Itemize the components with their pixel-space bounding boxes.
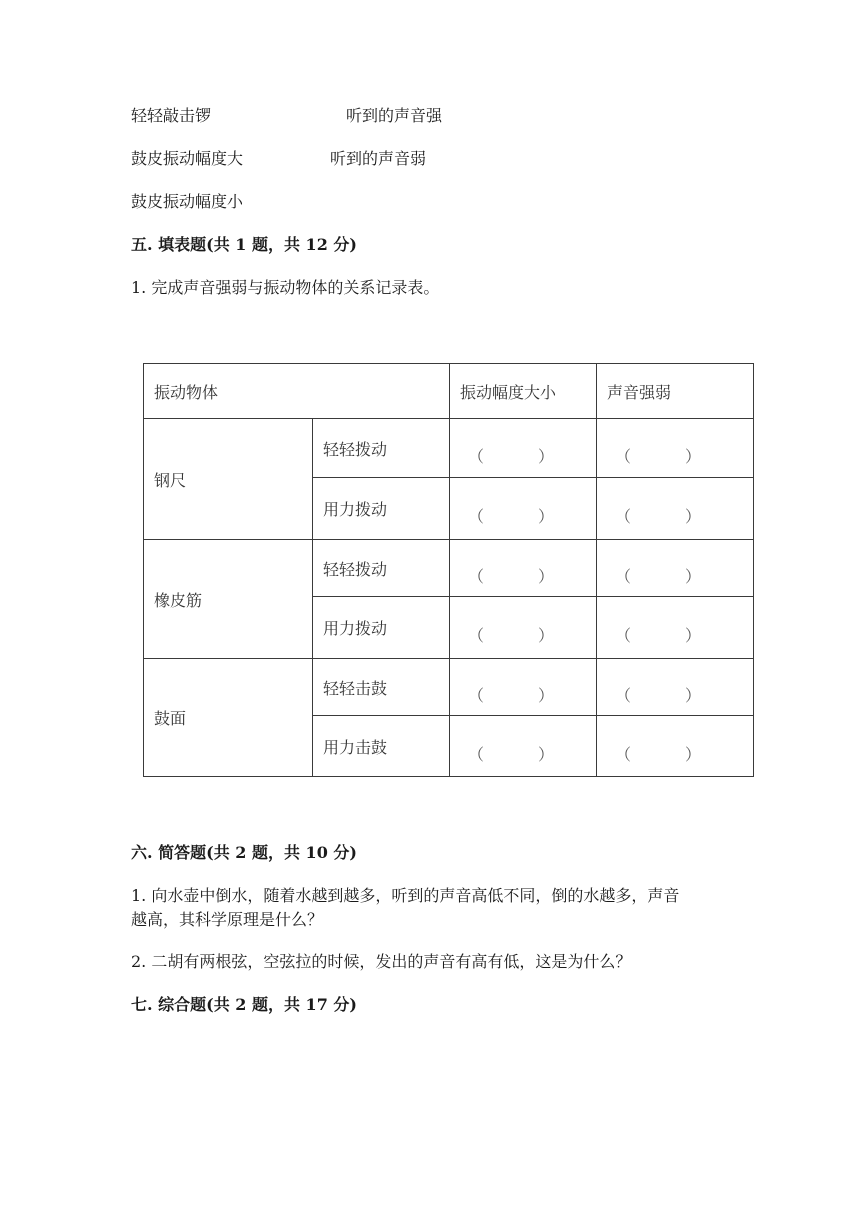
match-right-2: 听到的声音弱 [330, 149, 427, 168]
object-name: 钢尺 [144, 419, 313, 540]
match-left-3: 鼓皮振动幅度小 [131, 192, 244, 211]
paren-open: （ [615, 626, 632, 645]
action-label: 轻轻击鼓 [313, 659, 450, 716]
amplitude-blank[interactable] [450, 419, 597, 478]
paren-close: ） [685, 507, 702, 526]
amplitude-blank[interactable] [450, 716, 597, 777]
match-left-2: 鼓皮振动幅度大 [131, 149, 244, 168]
section6-q1-line1: 1. 向水壶中倒水，随着水越到越多，听到的声音高低不同，倒的水越多，声音 [131, 886, 680, 905]
loudness-blank[interactable] [597, 659, 754, 716]
amplitude-blank[interactable] [450, 659, 597, 716]
paren-close: ） [685, 626, 702, 645]
action-label: 用力拨动 [313, 478, 450, 540]
paren-close: ） [538, 626, 555, 645]
paren-close: ） [538, 507, 555, 526]
record-table [143, 363, 754, 777]
section6-q1-line2: 越高，其科学原理是什么？ [131, 910, 324, 929]
action-label: 用力击鼓 [313, 716, 450, 777]
header-amplitude: 振动幅度大小 [450, 364, 597, 419]
paren-open: （ [615, 446, 632, 466]
paren-open: （ [468, 446, 485, 466]
loudness-blank[interactable] [597, 419, 754, 478]
header-object: 振动物体 [144, 364, 450, 419]
paren-open: （ [615, 685, 632, 705]
paren-close: ） [538, 744, 555, 764]
amplitude-blank[interactable] [450, 478, 597, 540]
section5-question: 1. 完成声音强弱与振动物体的关系记录表。 [131, 278, 440, 297]
action-label: 轻轻拨动 [313, 419, 450, 478]
object-name: 鼓面 [144, 659, 313, 777]
amplitude-blank[interactable] [450, 597, 597, 659]
paren-close: ） [685, 685, 702, 705]
paren-open: （ [468, 685, 485, 705]
header-loudness: 声音强弱 [597, 364, 754, 419]
paren-close: ） [538, 446, 555, 466]
paren-open: （ [615, 566, 632, 586]
section5-heading: 五. 填表题(共 1 题，共 12 分) [131, 235, 357, 254]
action-label: 用力拨动 [313, 597, 450, 659]
loudness-blank[interactable] [597, 478, 754, 540]
object-name: 橡皮筋 [144, 540, 313, 659]
paren-close: ） [685, 566, 702, 586]
loudness-blank[interactable] [597, 716, 754, 777]
paren-open: （ [468, 744, 485, 764]
section6-heading: 六. 简答题(共 2 题，共 10 分) [131, 843, 357, 862]
paren-open: （ [615, 744, 632, 764]
paren-open: （ [468, 626, 485, 645]
match-left-1: 轻轻敲击锣 [131, 106, 212, 125]
amplitude-blank[interactable] [450, 540, 597, 597]
loudness-blank[interactable] [597, 540, 754, 597]
paren-close: ） [538, 566, 555, 586]
paren-open: （ [615, 507, 632, 526]
paren-open: （ [468, 507, 485, 526]
loudness-blank[interactable] [597, 597, 754, 659]
match-right-1: 听到的声音强 [346, 106, 443, 125]
paren-close: ） [685, 446, 702, 466]
paren-close: ） [538, 685, 555, 705]
action-label: 轻轻拨动 [313, 540, 450, 597]
paren-open: （ [468, 566, 485, 586]
section6-q2: 2. 二胡有两根弦，空弦拉的时候，发出的声音有高有低，这是为什么？ [131, 952, 632, 971]
section7-heading: 七. 综合题(共 2 题，共 17 分) [131, 995, 357, 1014]
paren-close: ） [685, 744, 702, 764]
